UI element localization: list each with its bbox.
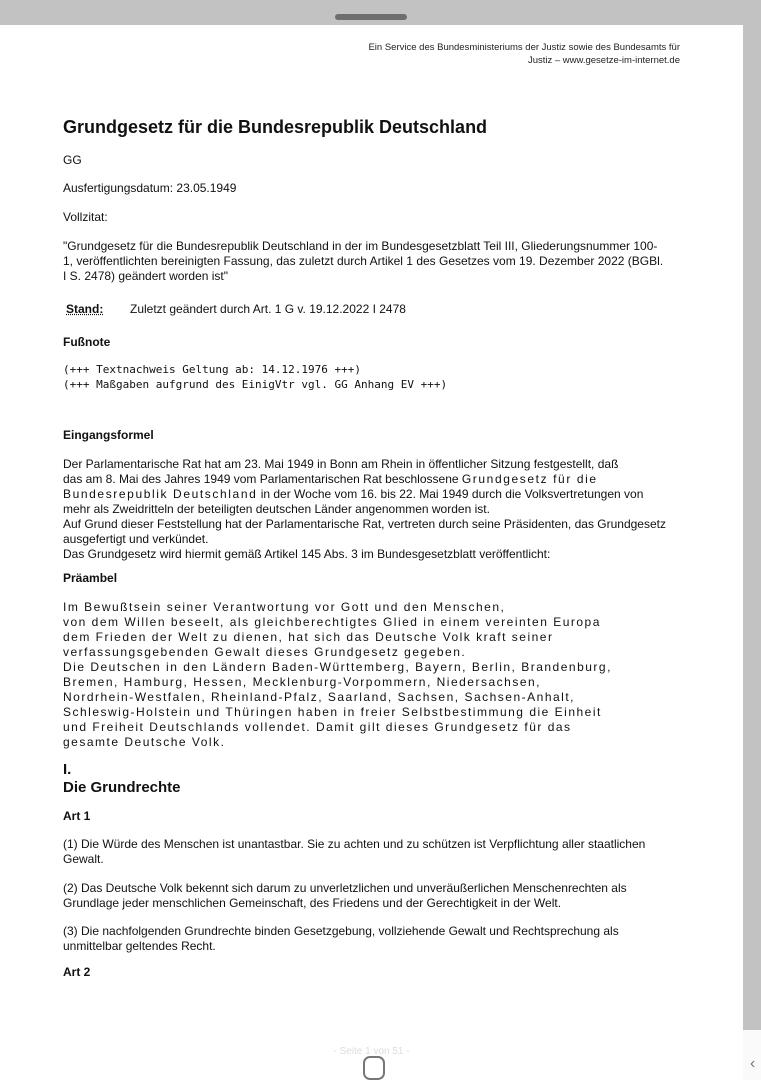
service-line: Justiz – www.gesetze-im-internet.de (527, 55, 680, 66)
top-bar (0, 0, 761, 25)
article-2-heading: Art 2 (63, 965, 91, 979)
drag-handle[interactable] (335, 14, 407, 20)
praeambel-text (63, 600, 612, 750)
spaced-text: Bundesrepublik Deutschland (63, 487, 258, 501)
section-title: Die Grundrechte (63, 779, 181, 796)
text-line: (3) Die nachfolgenden Grundrechte binden Gesetzgebung, vollziehende Gewalt und Rechtsprechung als (63, 924, 619, 938)
text-line: Im Bewußtsein seiner Verantwortung vor Gott und den Menschen, (63, 600, 506, 614)
page-indicator: - Seite 1 von 51 - (333, 1046, 410, 1057)
text-line: Die Deutschen in den Ländern Baden-Württemberg, Bayern, Berlin, Brandenburg, (63, 660, 612, 674)
text-line: (+++ Textnachweis Geltung ab: 14.12.1976 +++) (63, 363, 362, 376)
text-span: das am 8. Mai des Jahres 1949 vom Parlamentarischen Rat beschlossene (63, 472, 462, 486)
text-line: Der Parlamentarische Rat hat am 23. Mai 1949 in Bonn am Rhein in öffentlicher Sitzung festgestellt, daß (63, 457, 619, 471)
eingangsformel-text (63, 457, 666, 562)
service-line: Ein Service des Bundesministeriums der Justiz sowie des Bundesamts für (368, 42, 680, 53)
text-line: unmittelbar geltendes Recht. (63, 939, 216, 953)
stand-label[interactable]: Stand: (66, 302, 104, 316)
text-line: Nordrhein-Westfalen, Rheinland-Pfalz, Saarland, Sachsen, Sachsen-Anhalt, (63, 690, 576, 704)
vollzitat-label: Vollzitat: (63, 210, 108, 224)
text-line (63, 487, 666, 502)
article-1-heading: Art 1 (63, 809, 91, 823)
text-line: ausgefertigt und verkündet. (63, 532, 209, 546)
abbreviation: GG (63, 153, 82, 167)
text-line: Auf Grund dieser Feststellung hat der Parlamentarische Rat, vertreten durch seine Präsidenten, das Grundgesetz (63, 517, 666, 531)
text-line: Bremen, Hamburg, Hessen, Mecklenburg-Vorpommern, Niedersachsen, (63, 675, 542, 689)
article-paragraph (63, 837, 645, 867)
stand-value: Zuletzt geändert durch Art. 1 G v. 19.12.2022 I 2478 (130, 302, 406, 316)
text-line: (1) Die Würde des Menschen ist unantastbar. Sie zu achten und zu schützen ist Verpflichtung aller staatlichen (63, 837, 646, 851)
fussnote-text (63, 362, 447, 392)
spaced-text: Grundgesetz für die (461, 472, 598, 486)
text-line: und Freiheit Deutschlands vollendet. Damit gilt dieses Grundgesetz für das (63, 720, 572, 734)
eingangsformel-heading: Eingangsformel (63, 428, 154, 442)
fussnote-heading: Fußnote (63, 335, 111, 349)
text-line: Gewalt. (63, 852, 104, 866)
document-title: Grundgesetz für die Bundesrepublik Deutschland (63, 117, 488, 137)
text-line: Das Grundgesetz wird hiermit gemäß Artikel 145 Abs. 3 im Bundesgesetzblatt veröffentlicht: (63, 547, 551, 561)
vollzitat-text (63, 239, 663, 284)
text-line: mehr als Zweidritteln der beteiligten deutschen Länder angenommen worden ist. (63, 502, 490, 516)
text-line: gesamte Deutsche Volk. (63, 735, 226, 749)
section-number: I. (63, 761, 72, 778)
text-line: Schleswig-Holstein und Thüringen haben in freier Selbstbestimmung die Einheit (63, 705, 602, 719)
text-line: 1, veröffentlichten bereinigten Fassung, das zuletzt durch Artikel 1 des Gesetzes vom 19. Dezember 2022 (BGBl. (63, 254, 664, 268)
text-span: in der Woche vom 16. bis 22. Mai 1949 durch die Volksvertretungen von (257, 487, 644, 501)
chevron-left-icon[interactable]: ‹ (750, 1055, 756, 1072)
scrollbar[interactable] (743, 25, 761, 1030)
text-line: von dem Willen beseelt, als gleichberechtigtes Glied in einem vereinten Europa (63, 615, 601, 629)
text-line: I S. 2478) geändert worden ist" (63, 269, 229, 283)
text-line: (2) Das Deutsche Volk bekennt sich darum zu unverletzlichen und unveräußerlichen Menschenrechten als (63, 881, 627, 895)
text-line (63, 472, 666, 487)
text-line: Grundlage jeder menschlichen Gemeinschaft, des Friedens und der Gerechtigkeit in der Welt. (63, 896, 562, 910)
text-line: (+++ Maßgaben aufgrund des EinigVtr vgl. GG Anhang EV +++) (63, 378, 448, 391)
home-button-icon[interactable] (363, 1056, 385, 1080)
article-paragraph (63, 924, 619, 954)
text-line: "Grundgesetz für die Bundesrepublik Deutschland in der im Bundesgesetzblatt Teil III, Gliederungsnummer 100- (63, 239, 658, 253)
service-note (368, 41, 680, 67)
text-line: dem Frieden der Welt zu dienen, hat sich das Deutsche Volk kraft seiner (63, 630, 554, 644)
praeambel-heading: Präambel (63, 571, 118, 585)
stand-row (63, 302, 406, 317)
article-paragraph (63, 881, 627, 911)
issue-date: Ausfertigungsdatum: 23.05.1949 (63, 181, 237, 195)
text-line: verfassungsgebenden Gewalt dieses Grundgesetz gegeben. (63, 645, 467, 659)
